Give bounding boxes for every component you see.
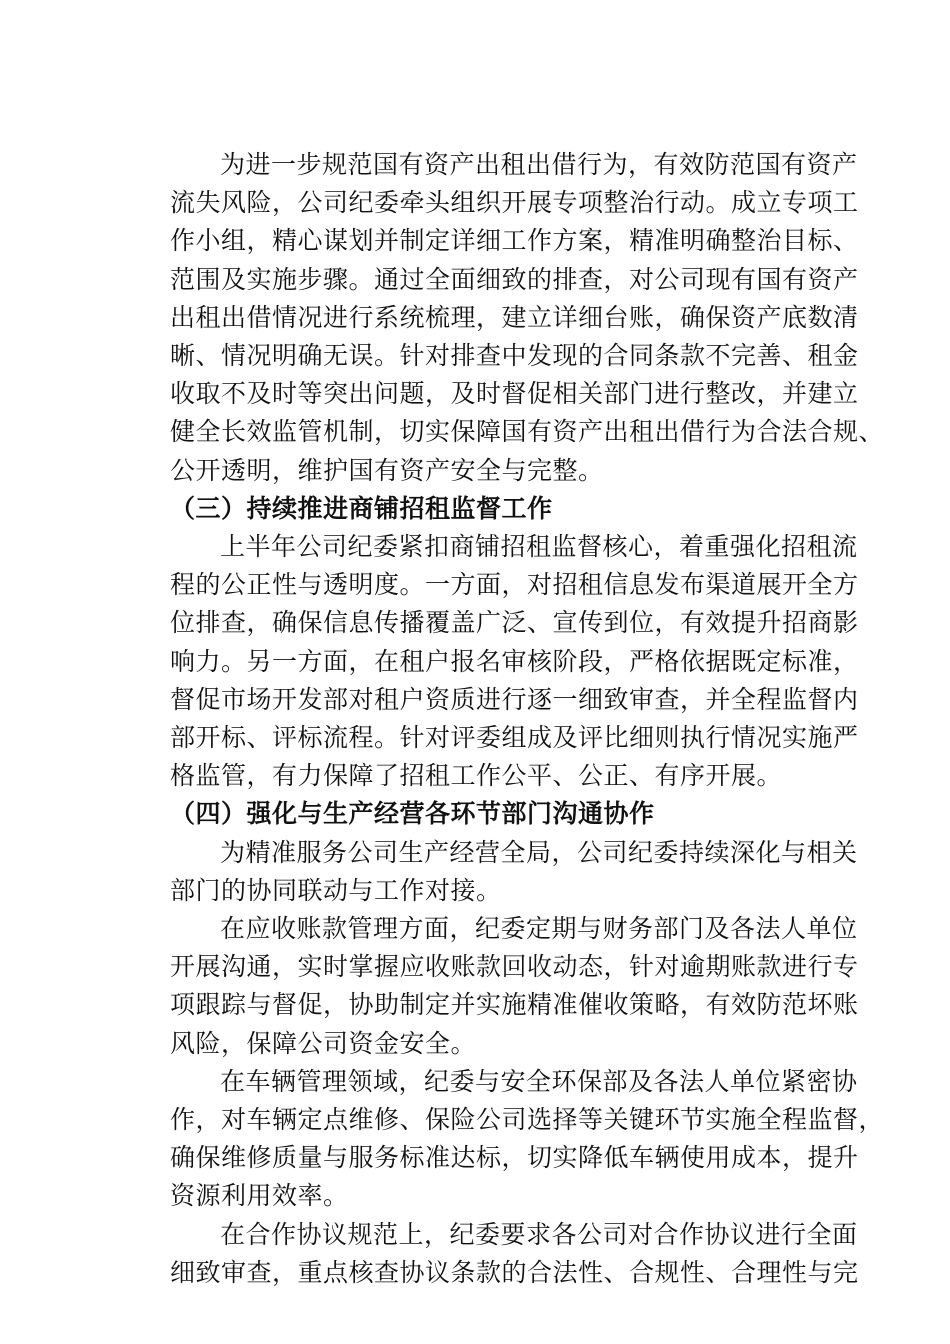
text-line: 在合作协议规范上，纪委要求各公司对合作协议进行全面 [220,1219,858,1249]
text-line: 为精准服务公司生产经营全局，公司纪委持续深化与相关 [220,837,858,867]
text-line: 收取不及时等突出问题，及时督促相关部门进行整改，并建立 [170,379,859,409]
text-line: 格监管，有力保障了招租工作公平、公正、有序开展。 [170,761,783,791]
text-line: 上半年公司纪委紧扣商铺招租监督核心，着重强化招租流 [220,532,858,562]
paragraph-agreements [120,1216,859,1292]
text-line: 在应收账款管理方面，纪委定期与财务部门及各法人单位 [220,914,858,944]
text-line: 为进一步规范国有资产出租出借行为，有效防范国有资产 [220,150,858,179]
text-line: 范围及实施步骤。通过全面细致的排查，对公司现有国有资产 [170,264,859,294]
section-heading-3: （三）持续推进商铺招租监督工作 [170,493,553,523]
text-line: 作小组，精心谋划并制定详细工作方案，精准明确整治目标、 [170,226,859,256]
paragraph-shop-leasing [120,528,859,795]
section-heading-4: （四）强化与生产经营各环节部门沟通协作 [170,799,655,829]
text-line: 位排查，确保信息传播覆盖广泛、宣传到位，有效提升招商影 [170,608,859,638]
text-line: 部开标、评标流程。针对评委组成及评比细则执行情况实施严 [170,723,859,753]
text-line: 作，对车辆定点维修、保险公司选择等关键环节实施全程监督， [170,1105,885,1135]
paragraph-cooperation-intro [120,834,858,910]
text-line: 风险，保障公司资金安全。 [170,1028,477,1058]
text-line: 确保维修质量与服务标准达标，切实降低车辆使用成本，提升 [170,1143,859,1173]
text-line: 资源利用效率。 [170,1181,349,1211]
text-line: 在车辆管理领域，纪委与安全环保部及各法人单位紧密协 [220,1066,858,1096]
text-line: 细致审查，重点核查协议条款的合法性、合规性、合理性与完 [170,1257,859,1287]
text-line: 督促市场开发部对租户资质进行逐一细致审查，并全程监督内 [170,684,859,714]
document-body [120,146,885,1292]
paragraph-vehicles [120,1063,885,1216]
text-line: 开展沟通，实时掌握应收账款回收动态，针对逾期账款进行专 [170,952,859,982]
text-line: 部门的协同联动与工作对接。 [170,875,502,905]
paragraph-asset-leasing [120,146,885,490]
text-line: 流失风险，公司纪委牵头组织开展专项整治行动。成立专项工 [170,188,859,218]
text-line: 健全长效监管机制，切实保障国有资产出租出借行为合法合规、 [170,417,885,447]
text-line: 公开透明，维护国有资产安全与完整。 [170,455,604,485]
text-line: 程的公正性与透明度。一方面，对招租信息发布渠道展开全方 [170,570,859,600]
text-line: 出租出借情况进行系统梳理，建立详细台账，确保资产底数清 [170,302,859,332]
paragraph-receivables [120,910,859,1063]
text-line: 晰、情况明确无误。针对排查中发现的合同条款不完善、租金 [170,341,859,371]
text-line: 响力。另一方面，在租户报名审核阶段，严格依据既定标准， [170,646,859,676]
text-line: 项跟踪与督促，协助制定并实施精准催收策略，有效防范坏账 [170,990,859,1020]
